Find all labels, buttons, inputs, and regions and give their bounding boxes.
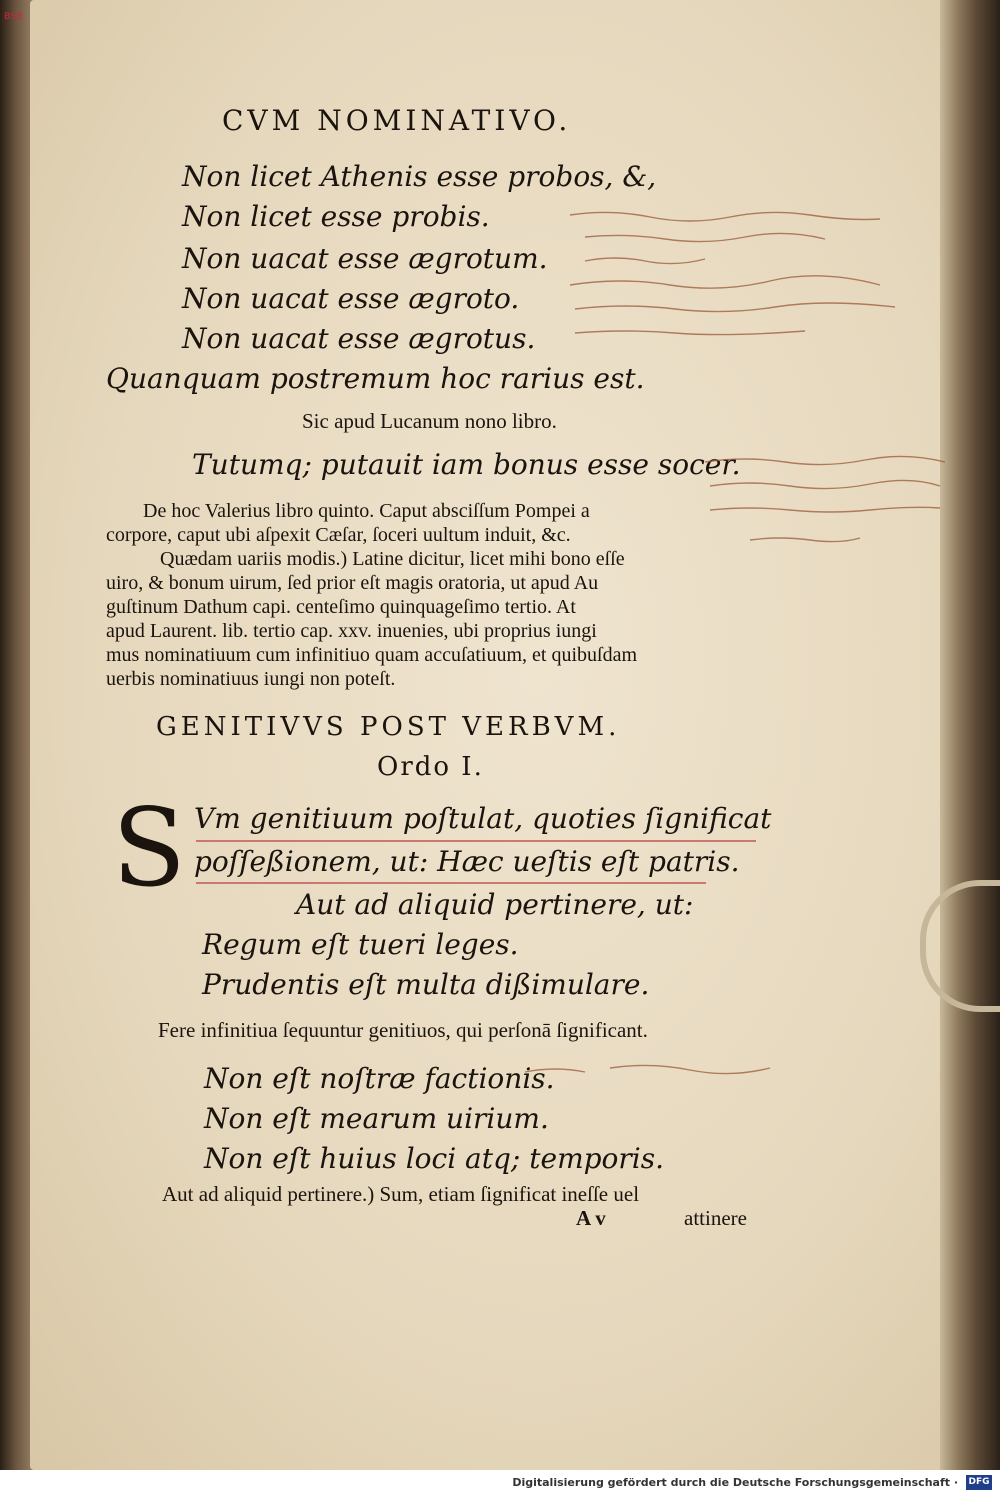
text-line: Non licet Athenis esse probos, &, xyxy=(182,160,657,193)
catchword: attinere xyxy=(684,1206,747,1230)
text-line: Aut ad aliquid pertinere.) Sum, etiam ſignificat ineſſe uel xyxy=(162,1182,640,1206)
commentary-line: corpore, caput ubi aſpexit Cæſar, ſoceri uultum induit, &c. xyxy=(106,524,571,546)
commentary-line: guſtinum Dathum capi. centeſimo quinquageſimo tertio. At xyxy=(106,596,576,618)
example-line: Non eſt noſtræ factionis. xyxy=(204,1062,555,1095)
commentary-line: uerbis nominatiuus iungi non poteſt. xyxy=(106,668,396,690)
running-head: CVM NOMINATIVO. xyxy=(222,104,572,137)
example-line: Regum eſt tueri leges. xyxy=(202,928,519,961)
marginal-annotation xyxy=(560,205,960,355)
text-line: Non uacat esse ægroto. xyxy=(182,282,520,315)
marginal-annotation xyxy=(700,450,960,560)
drop-cap: S xyxy=(112,786,186,911)
text-line: Sic apud Lucanum nono libro. xyxy=(302,409,557,433)
ordo-heading: Ordo I. xyxy=(377,752,484,782)
commentary-line: mus nominatiuum cum infinitiuo quam accuſatiuum, et quibuſdam xyxy=(106,644,638,666)
dfg-logo: DFG xyxy=(966,1475,992,1490)
text-line: Non uacat esse ægrotus. xyxy=(182,322,536,355)
text-line: Non uacat esse ægrotum. xyxy=(182,242,548,275)
rule-line: poſſeßionem, ut: Hæc ueſtis eſt patris. xyxy=(194,845,740,878)
example-line: Non eſt mearum uirium. xyxy=(204,1102,549,1135)
marginal-annotation xyxy=(520,1050,800,1100)
commentary-line: apud Laurent. lib. tertio cap. xxv. inuenies, ubi proprius iungi xyxy=(106,620,597,642)
example-line: Prudentis eſt multa dißimulare. xyxy=(202,968,650,1001)
text-line: Tutumq; putauit iam bonus esse socer. xyxy=(192,448,741,481)
example-line: Non eſt huius loci atq; temporis. xyxy=(204,1142,665,1175)
section-heading: GENITIVVS POST VERBVM. xyxy=(156,712,621,742)
text-line: Quanquam postremum hoc rarius est. xyxy=(106,362,645,395)
footer-credit: Digitalisierung gefördert durch die Deutsche Forschungsgemeinschaft · xyxy=(512,1476,958,1489)
library-stamp: BSB xyxy=(4,12,24,22)
text-line: Non licet esse probis. xyxy=(182,200,490,233)
example-line: Aut ad aliquid pertinere, ut: xyxy=(296,888,694,921)
red-underline xyxy=(196,882,706,884)
rule-line: Vm genitiuum poſtulat, quoties ſignificat xyxy=(194,802,772,835)
signature-mark: A v xyxy=(576,1206,606,1230)
commentary-line: Quædam uariis modis.) Latine dicitur, licet mihi bono eſſe xyxy=(160,548,625,570)
commentary-line: De hoc Valerius libro quinto. Caput absciſſum Pompei a xyxy=(143,500,590,522)
commentary-line: uiro, & bonum uirum, ſed prior eſt magis oratoria, ut apud Au xyxy=(106,572,599,594)
note-line: Fere infinitiua ſequuntur genitiuos, qui perſonā ſignificant. xyxy=(158,1018,648,1042)
red-underline xyxy=(196,840,756,842)
